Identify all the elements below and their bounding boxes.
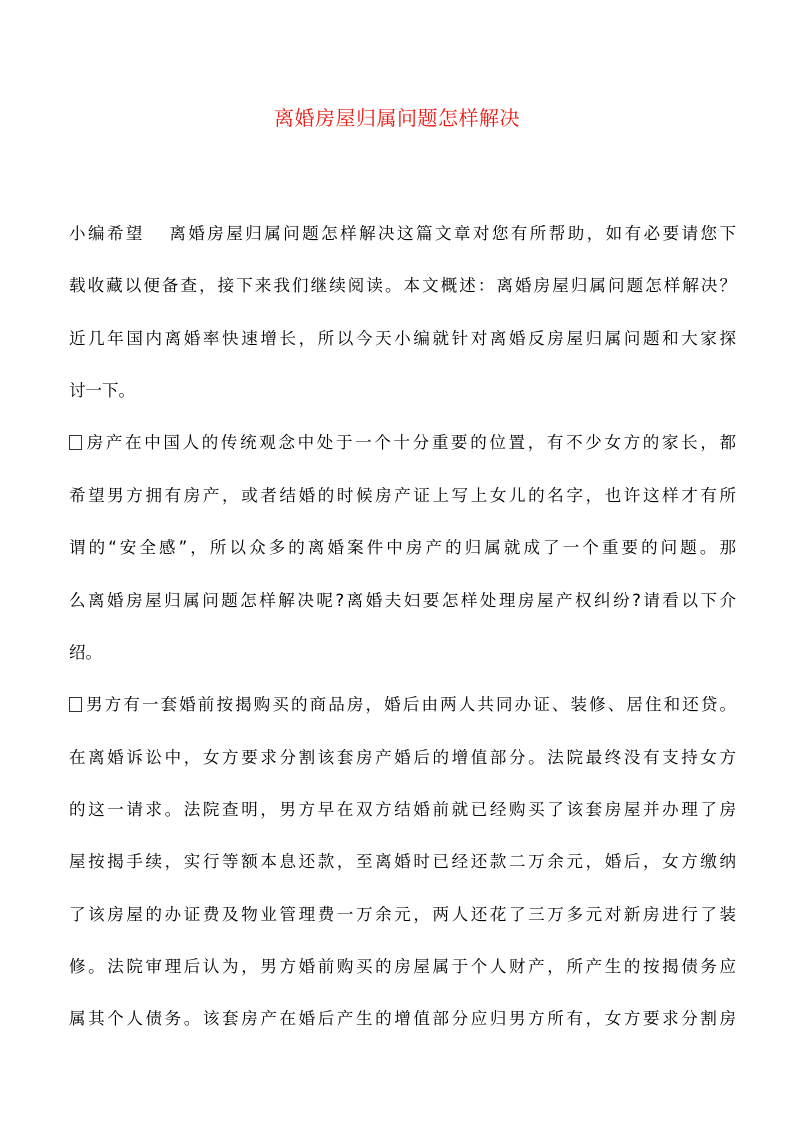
paragraph-2-line-4: 么离婚房屋归属问题怎样解决呢?离婚夫妇要怎样处理房屋产权纠纷?请看以下介	[69, 591, 736, 610]
document-title: 离婚房屋归属问题怎样解决	[274, 106, 520, 130]
paragraph-1-line-3: 近几年国内离婚率快速增长，所以今天小编就针对离婚反房屋归属问题和大家探	[69, 329, 736, 348]
intro-prefix: 小编希望	[69, 224, 145, 243]
paragraph-2-line-3: 谓的“安全感”，所以众多的离婚案件中房产的归属就成了一个重要的问题。那	[69, 538, 736, 557]
paragraph-3-line-4: 屋按揭手续，实行等额本息还款，至离婚时已经还款二万余元，婚后，女方缴纳	[69, 852, 736, 871]
paragraph-1-line-2: 载收藏以便备查，接下来我们继续阅读。本文概述：离婚房屋归属问题怎样解决？	[69, 276, 736, 295]
line-text: 男方有一套婚前按揭购买的商品房，婚后由两人共同办证、装修、居住和还贷。	[84, 695, 736, 714]
missing-glyph-box-icon	[69, 435, 82, 450]
paragraph-3-line-7: 属其个人债务。该套房产在婚后产生的增值部分应归男方所有，女方要求分割房	[69, 1009, 736, 1028]
line-text: 房产在中国人的传统观念中处于一个十分重要的位置，有不少女方的家长，都	[84, 433, 736, 452]
paragraph-2-line-5: 绍。	[69, 643, 102, 662]
paragraph-3-line-6: 修。法院审理后认为，男方婚前购买的房屋属于个人财产，所产生的按揭债务应	[69, 957, 736, 976]
paragraph-3-line-5: 了该房屋的办证费及物业管理费一万余元，两人还花了三万多元对新房进行了装	[69, 905, 736, 924]
line-text: 离婚房屋归属问题怎样解决这篇文章对您有所帮助，如有必要请您下	[166, 224, 737, 243]
paragraph-3-line-1	[69, 690, 736, 720]
paragraph-2-line-2: 希望男方拥有房产，或者结婚的时候房产证上写上女儿的名字，也许这样才有所	[69, 486, 736, 505]
paragraph-3-line-2: 在离婚诉讼中，女方要求分割该套房产婚后的增值部分。法院最终没有支持女方	[69, 748, 736, 767]
missing-glyph-box-icon	[69, 697, 82, 712]
paragraph-1-line-4: 讨一下。	[69, 381, 135, 400]
paragraph-1-line-1	[69, 219, 736, 249]
paragraph-2-line-1	[69, 428, 736, 458]
paragraph-3-line-3: 的这一请求。法院查明，男方早在双方结婚前就已经购买了该套房屋并办理了房	[69, 800, 736, 819]
